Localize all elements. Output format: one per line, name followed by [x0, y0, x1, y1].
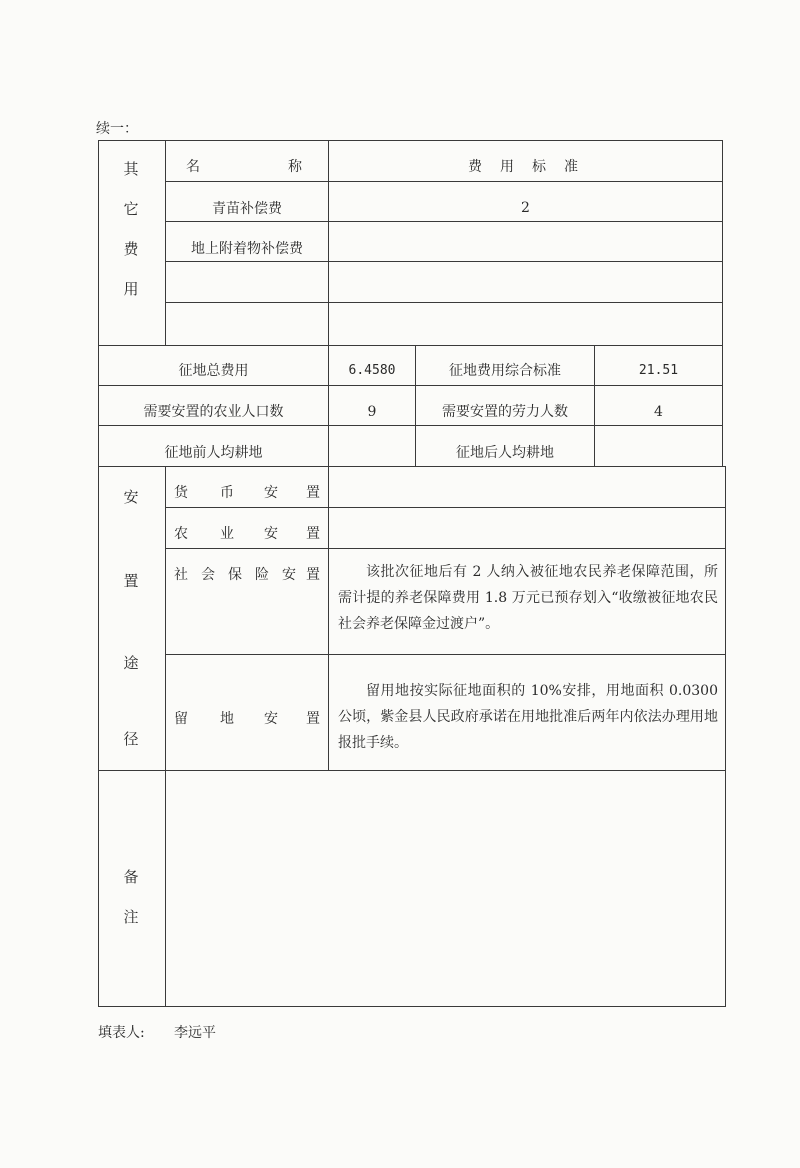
reserved-land-text: 留用地按实际征地面积的 10%安排，用地面积 0.0300 公顷，紫金县人民政府承诺在用地批准后两年内依法办理用地报批手续。 [338, 683, 718, 751]
fee-value-seedling: 2 [521, 200, 530, 216]
land-before-label: 征地前人均耕地 [164, 445, 263, 461]
fee-name-seedling: 青苗补偿费 [212, 201, 282, 217]
labor-count-label: 需要安置的劳力人数 [442, 404, 568, 420]
remarks-content [166, 771, 725, 1006]
labor-count-value: 4 [654, 404, 663, 420]
agri-population-value: 9 [367, 404, 377, 420]
fee-name-attachments: 地上附着物补偿费 [191, 241, 303, 257]
land-after-label: 征地后人均耕地 [456, 445, 554, 461]
social-insurance-text: 该批次征地后有 2 人纳入被征地农民养老保障范围，所需计提的养老保障费用 1.8 万元已预存划入“收缴被征地农民社会养老保障金过渡户”。 [338, 564, 718, 632]
filler-name: 李远平 [174, 1025, 216, 1041]
total-fee-label: 征地总费用 [178, 363, 249, 379]
total-fee-value: 6.4580 [348, 363, 396, 378]
composite-standard-label: 征地费用综合标准 [449, 363, 561, 379]
agri-population-label: 需要安置的农业人口数 [143, 404, 284, 420]
composite-standard-value: 21.51 [638, 363, 679, 378]
filler-label: 填表人: [98, 1025, 145, 1041]
continuation-label: 续一： [96, 121, 138, 137]
